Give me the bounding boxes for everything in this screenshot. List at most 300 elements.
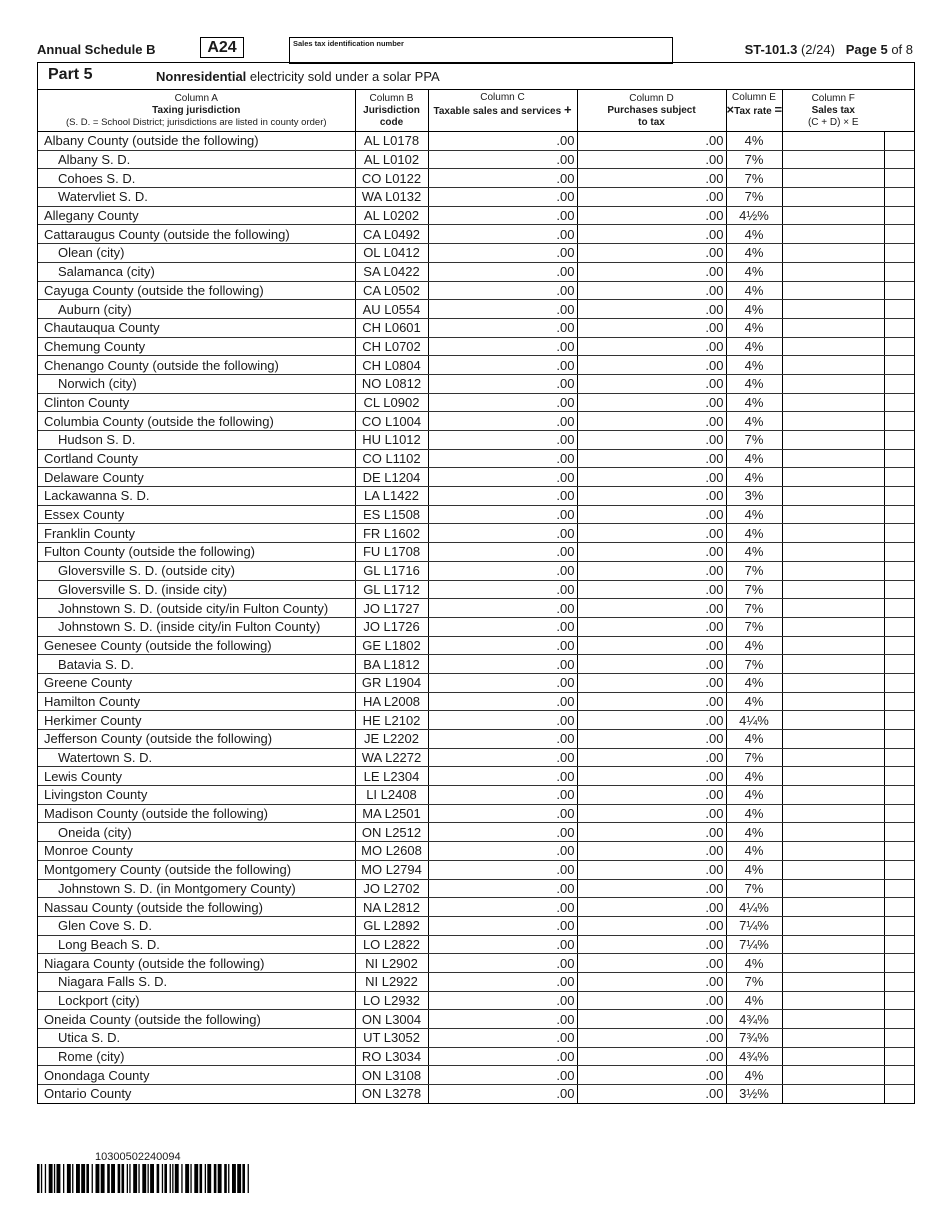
tax-rate: 4% [726, 524, 782, 543]
sales-tax-field[interactable] [782, 206, 884, 225]
taxable-sales-field[interactable]: .00 [428, 188, 577, 207]
barcode-bar [172, 1164, 173, 1193]
taxable-sales-field[interactable]: .00 [428, 524, 577, 543]
sales-tax-field[interactable] [782, 1085, 884, 1103]
barcode-bar [37, 1164, 40, 1193]
table-row [38, 935, 914, 954]
tax-rate: 4% [726, 505, 782, 524]
purchases-field[interactable]: .00 [577, 318, 726, 337]
tax-rate: 4% [726, 337, 782, 356]
barcode-bar [218, 1164, 222, 1193]
taxable-sales-field[interactable]: .00 [428, 617, 577, 636]
table-row [38, 655, 914, 674]
sales-tax-field[interactable] [782, 636, 884, 655]
col-f-title: Sales tax [811, 104, 855, 116]
barcode-bar [185, 1164, 189, 1193]
taxable-sales-field[interactable]: .00 [428, 337, 577, 356]
sales-tax-field[interactable] [782, 860, 884, 879]
sales-tax-cents-field[interactable] [884, 225, 914, 244]
sales-tax-cents-field[interactable] [884, 1010, 914, 1029]
col-f-formula: (C + D) × E [807, 116, 859, 128]
purchases-field[interactable]: .00 [577, 468, 726, 487]
sales-tax-cents-field[interactable] [884, 487, 914, 506]
jurisdiction-name: Batavia S. D. [38, 655, 355, 674]
taxable-sales-field[interactable]: .00 [428, 132, 577, 151]
purchases-field[interactable]: .00 [577, 655, 726, 674]
sales-tax-field[interactable] [782, 991, 884, 1010]
jurisdiction-code: LA L1422 [355, 487, 428, 506]
jurisdiction-name: Madison County (outside the following) [38, 804, 355, 823]
taxable-sales-field[interactable]: .00 [428, 262, 577, 281]
sales-tax-field[interactable] [782, 898, 884, 917]
purchases-field[interactable]: .00 [577, 916, 726, 935]
purchases-field[interactable]: .00 [577, 692, 726, 711]
purchases-field[interactable]: .00 [577, 505, 726, 524]
jurisdiction-code: CH L0601 [355, 318, 428, 337]
table-row [38, 505, 914, 524]
sales-tax-field[interactable] [782, 748, 884, 767]
sales-tax-field[interactable] [782, 935, 884, 954]
purchases-field[interactable]: .00 [577, 150, 726, 169]
table-row [38, 561, 914, 580]
purchases-field[interactable]: .00 [577, 673, 726, 692]
taxable-sales-field[interactable]: .00 [428, 1085, 577, 1103]
tax-rate: 4% [726, 786, 782, 805]
purchases-field[interactable]: .00 [577, 281, 726, 300]
sales-tax-cents-field[interactable] [884, 543, 914, 562]
sales-tax-field[interactable] [782, 1010, 884, 1029]
sales-tax-cents-field[interactable] [884, 505, 914, 524]
purchases-field[interactable]: .00 [577, 599, 726, 618]
sales-tax-field[interactable] [782, 524, 884, 543]
sales-tax-cents-field[interactable] [884, 972, 914, 991]
sales-tax-cents-field[interactable] [884, 804, 914, 823]
sales-tax-field[interactable] [782, 318, 884, 337]
jurisdiction-code: CA L0502 [355, 281, 428, 300]
taxable-sales-field[interactable]: .00 [428, 786, 577, 805]
sales-tax-field[interactable] [782, 767, 884, 786]
taxable-sales-field[interactable]: .00 [428, 449, 577, 468]
purchases-field[interactable]: .00 [577, 786, 726, 805]
schedule-title: Annual Schedule B [37, 42, 156, 57]
sales-tax-field[interactable] [782, 244, 884, 263]
taxable-sales-field[interactable]: .00 [428, 505, 577, 524]
sales-tax-cents-field[interactable] [884, 561, 914, 580]
jurisdiction-name: Ontario County [44, 1086, 132, 1102]
purchases-field[interactable]: .00 [577, 431, 726, 450]
sales-tax-field[interactable] [782, 449, 884, 468]
taxable-sales-field[interactable]: .00 [428, 431, 577, 450]
sales-tax-cents-field[interactable] [884, 617, 914, 636]
sales-tax-cents-field[interactable] [884, 318, 914, 337]
sales-tax-cents-field[interactable] [884, 356, 914, 375]
purchases-field[interactable]: .00 [577, 767, 726, 786]
purchases-field[interactable]: .00 [577, 823, 726, 842]
taxable-sales-field[interactable]: .00 [428, 1066, 577, 1085]
purchases-field[interactable]: .00 [577, 300, 726, 319]
table-row [38, 842, 914, 861]
sales-tax-cents-field[interactable] [884, 991, 914, 1010]
col-a-title: Taxing jurisdiction [152, 104, 241, 116]
sales-tax-field[interactable] [782, 730, 884, 749]
table-row [38, 786, 914, 805]
sales-tax-field[interactable] [782, 169, 884, 188]
taxable-sales-field[interactable]: .00 [428, 1029, 577, 1048]
taxable-sales-field[interactable]: .00 [428, 150, 577, 169]
taxable-sales-field[interactable]: .00 [428, 468, 577, 487]
jurisdiction-name: Clinton County [38, 393, 355, 412]
sales-tax-cents-field[interactable] [884, 281, 914, 300]
taxable-sales-field[interactable]: .00 [428, 580, 577, 599]
sales-tax-field[interactable] [782, 954, 884, 973]
sales-tax-cents-field[interactable] [884, 1085, 914, 1103]
table-header-row [38, 90, 914, 132]
purchases-field[interactable]: .00 [577, 449, 726, 468]
sales-tax-field[interactable] [782, 543, 884, 562]
taxable-sales-field[interactable]: .00 [428, 673, 577, 692]
taxable-sales-field[interactable]: .00 [428, 767, 577, 786]
taxable-sales-field[interactable]: .00 [428, 692, 577, 711]
sales-tax-cents-field[interactable] [884, 244, 914, 263]
col-a-head: Column A [174, 92, 218, 104]
tax-rate: 4% [726, 991, 782, 1010]
sales-tax-cents-field[interactable] [884, 206, 914, 225]
sales-tax-field[interactable] [782, 786, 884, 805]
taxable-sales-field[interactable]: .00 [428, 954, 577, 973]
taxable-sales-field[interactable]: .00 [428, 935, 577, 954]
jurisdiction-name: Johnstown S. D. (outside city/in Fulton County) [38, 599, 355, 618]
table-row [38, 393, 914, 412]
tax-rate: 4% [726, 860, 782, 879]
taxable-sales-field[interactable]: .00 [428, 169, 577, 188]
purchases-field[interactable]: .00 [577, 169, 726, 188]
sales-tax-field[interactable] [782, 132, 884, 151]
jurisdiction-name: Hudson S. D. [38, 431, 355, 450]
sales-tax-cents-field[interactable] [884, 374, 914, 393]
sales-tax-field[interactable] [782, 823, 884, 842]
jurisdiction-code: FU L1708 [355, 543, 428, 562]
sales-tax-cents-field[interactable] [884, 711, 914, 730]
sales-tax-cents-field[interactable] [884, 1029, 914, 1048]
sales-tax-field[interactable] [782, 561, 884, 580]
sales-tax-field[interactable] [782, 1047, 884, 1066]
jurisdiction-code: HE L2102 [355, 711, 428, 730]
tax-rate: 4% [726, 412, 782, 431]
taxable-sales-field[interactable]: .00 [428, 281, 577, 300]
purchases-field[interactable]: .00 [577, 412, 726, 431]
taxable-sales-field[interactable]: .00 [428, 748, 577, 767]
table-row [38, 318, 914, 337]
taxable-sales-field[interactable]: .00 [428, 711, 577, 730]
table-row [38, 730, 914, 749]
sales-tax-cents-field[interactable] [884, 169, 914, 188]
tax-rate: 4% [726, 767, 782, 786]
sales-tax-field[interactable] [782, 468, 884, 487]
taxable-sales-field[interactable]: .00 [428, 1010, 577, 1029]
sales-tax-cents-field[interactable] [884, 655, 914, 674]
jurisdiction-code: AL L0102 [355, 150, 428, 169]
taxable-sales-field[interactable]: .00 [428, 543, 577, 562]
taxable-sales-field[interactable]: .00 [428, 318, 577, 337]
sales-tax-cents-field[interactable] [884, 673, 914, 692]
purchases-field[interactable]: .00 [577, 132, 726, 151]
purchases-field[interactable]: .00 [577, 898, 726, 917]
sales-tax-field[interactable] [782, 916, 884, 935]
sales-tax-field[interactable] [782, 412, 884, 431]
purchases-field[interactable]: .00 [577, 356, 726, 375]
purchases-field[interactable]: .00 [577, 860, 726, 879]
sales-tax-cents-field[interactable] [884, 300, 914, 319]
sales-tax-cents-field[interactable] [884, 898, 914, 917]
table-row [38, 1010, 914, 1029]
tax-rate: 4% [726, 468, 782, 487]
purchases-field[interactable]: .00 [577, 524, 726, 543]
tax-rate: 7% [726, 879, 782, 898]
purchases-field[interactable]: .00 [577, 374, 726, 393]
taxable-sales-field[interactable]: .00 [428, 374, 577, 393]
sales-tax-field[interactable] [782, 655, 884, 674]
sales-tax-cents-field[interactable] [884, 1066, 914, 1085]
sales-tax-field[interactable] [782, 711, 884, 730]
purchases-field[interactable]: .00 [577, 1029, 726, 1048]
purchases-field[interactable]: .00 [577, 1010, 726, 1029]
sales-tax-field[interactable] [782, 1029, 884, 1048]
sales-tax-cents-field[interactable] [884, 150, 914, 169]
taxable-sales-field[interactable]: .00 [428, 916, 577, 935]
sales-tax-field[interactable] [782, 599, 884, 618]
purchases-field[interactable]: .00 [577, 561, 726, 580]
sales-tax-field[interactable] [782, 580, 884, 599]
taxable-sales-field[interactable]: .00 [428, 804, 577, 823]
taxable-sales-field[interactable]: .00 [428, 730, 577, 749]
purchases-field[interactable]: .00 [577, 617, 726, 636]
sales-tax-cents-field[interactable] [884, 393, 914, 412]
purchases-field[interactable]: .00 [577, 580, 726, 599]
sales-tax-cents-field[interactable] [884, 468, 914, 487]
sales-tax-cents-field[interactable] [884, 1047, 914, 1066]
barcode-bar [63, 1164, 64, 1193]
taxable-sales-field[interactable]: .00 [428, 1047, 577, 1066]
purchases-field[interactable]: .00 [577, 935, 726, 954]
sales-tax-cents-field[interactable] [884, 954, 914, 973]
sales-tax-field[interactable] [782, 225, 884, 244]
sales-tax-field[interactable] [782, 804, 884, 823]
sales-tax-cents-field[interactable] [884, 412, 914, 431]
purchases-field[interactable]: .00 [577, 711, 726, 730]
tax-rate: 7% [726, 431, 782, 450]
sales-tax-cents-field[interactable] [884, 132, 914, 151]
sales-tax-cents-field[interactable] [884, 337, 914, 356]
sales-tax-cents-field[interactable] [884, 879, 914, 898]
sales-tax-field[interactable] [782, 842, 884, 861]
sales-tax-field[interactable] [782, 337, 884, 356]
tax-rate: 4% [726, 636, 782, 655]
purchases-field[interactable]: .00 [577, 1085, 726, 1103]
sales-tax-cents-field[interactable] [884, 580, 914, 599]
sales-tax-id-field[interactable] [289, 37, 673, 64]
sales-tax-field[interactable] [782, 673, 884, 692]
sales-tax-field[interactable] [782, 300, 884, 319]
table-row [38, 580, 914, 599]
sales-tax-field[interactable] [782, 505, 884, 524]
plus-icon: + [563, 101, 572, 117]
tax-rate: 7% [726, 169, 782, 188]
purchases-field[interactable]: .00 [577, 842, 726, 861]
taxable-sales-field[interactable]: .00 [428, 655, 577, 674]
sales-tax-cents-field[interactable] [884, 188, 914, 207]
sales-tax-cents-field[interactable] [884, 916, 914, 935]
taxable-sales-field[interactable]: .00 [428, 898, 577, 917]
jurisdiction-code: ON L3278 [355, 1085, 428, 1103]
purchases-field[interactable]: .00 [577, 262, 726, 281]
purchases-field[interactable]: .00 [577, 244, 726, 263]
sales-tax-cents-field[interactable] [884, 823, 914, 842]
taxable-sales-field[interactable]: .00 [428, 879, 577, 898]
sales-tax-field[interactable] [782, 1066, 884, 1085]
sales-tax-field[interactable] [782, 150, 884, 169]
barcode-bar [248, 1164, 249, 1193]
taxable-sales-field[interactable]: .00 [428, 487, 577, 506]
jurisdiction-code: CH L0702 [355, 337, 428, 356]
taxable-sales-field[interactable]: .00 [428, 244, 577, 263]
taxable-sales-field[interactable]: .00 [428, 636, 577, 655]
sales-tax-field[interactable] [782, 692, 884, 711]
table-row [38, 169, 914, 188]
sales-tax-cents-field[interactable] [884, 449, 914, 468]
sales-tax-cents-field[interactable] [884, 636, 914, 655]
sales-tax-cents-field[interactable] [884, 692, 914, 711]
sales-tax-field[interactable] [782, 374, 884, 393]
sales-tax-field[interactable] [782, 487, 884, 506]
sales-tax-cents-field[interactable] [884, 767, 914, 786]
jurisdiction-name: Johnstown S. D. (inside city/in Fulton County) [38, 617, 355, 636]
sales-tax-field[interactable] [782, 393, 884, 412]
purchases-field[interactable]: .00 [577, 1066, 726, 1085]
barcode-bar [157, 1164, 160, 1193]
taxable-sales-field[interactable]: .00 [428, 412, 577, 431]
purchases-field[interactable]: .00 [577, 337, 726, 356]
taxable-sales-field[interactable]: .00 [428, 393, 577, 412]
tax-rate: 4% [726, 823, 782, 842]
tax-rate: 4¼% [726, 711, 782, 730]
taxable-sales-field[interactable]: .00 [428, 225, 577, 244]
tax-rate: 7% [726, 617, 782, 636]
taxable-sales-field[interactable]: .00 [428, 991, 577, 1010]
taxable-sales-field[interactable]: .00 [428, 300, 577, 319]
taxable-sales-field[interactable]: .00 [428, 599, 577, 618]
purchases-field[interactable]: .00 [577, 225, 726, 244]
table-row [38, 431, 914, 450]
sales-tax-cents-field[interactable] [884, 786, 914, 805]
part-5-form [37, 62, 915, 1104]
table-row [38, 636, 914, 655]
sales-tax-cents-field[interactable] [884, 599, 914, 618]
sales-tax-field[interactable] [782, 188, 884, 207]
jurisdiction-code: NO L0812 [355, 374, 428, 393]
jurisdiction-code: CH L0804 [355, 356, 428, 375]
jurisdiction-name: Watertown S. D. [38, 748, 355, 767]
barcode-bar [72, 1164, 73, 1193]
sales-tax-cents-field[interactable] [884, 842, 914, 861]
purchases-field[interactable]: .00 [577, 636, 726, 655]
purchases-field[interactable]: .00 [577, 954, 726, 973]
barcode-bar [107, 1164, 110, 1193]
tax-rate: 7% [726, 561, 782, 580]
sales-tax-cents-field[interactable] [884, 935, 914, 954]
tax-rate: 4% [726, 842, 782, 861]
jurisdiction-code: NI L2902 [355, 954, 428, 973]
purchases-field[interactable]: .00 [577, 972, 726, 991]
barcode-bar [45, 1164, 46, 1193]
taxable-sales-field[interactable]: .00 [428, 561, 577, 580]
tax-rate: 4¼% [726, 898, 782, 917]
barcode-bar [54, 1164, 55, 1193]
taxable-sales-field[interactable]: .00 [428, 842, 577, 861]
taxable-sales-field[interactable]: .00 [428, 823, 577, 842]
col-d-title1: Purchases subject [607, 104, 696, 116]
purchases-field[interactable]: .00 [577, 1047, 726, 1066]
taxable-sales-field[interactable]: .00 [428, 206, 577, 225]
jurisdiction-name: Glen Cove S. D. [38, 916, 355, 935]
sales-tax-field[interactable] [782, 431, 884, 450]
jurisdiction-name: Cortland County [38, 449, 355, 468]
tax-rate: 4% [726, 244, 782, 263]
barcode-bar [181, 1164, 182, 1193]
table-row [38, 337, 914, 356]
jurisdiction-name: Hamilton County [38, 692, 355, 711]
purchases-field[interactable]: .00 [577, 804, 726, 823]
sales-tax-cents-field[interactable] [884, 431, 914, 450]
purchases-field[interactable]: .00 [577, 543, 726, 562]
sales-tax-cents-field[interactable] [884, 860, 914, 879]
barcode-bar [122, 1164, 125, 1193]
purchases-field[interactable]: .00 [577, 206, 726, 225]
sales-tax-field[interactable] [782, 617, 884, 636]
tax-rate: 4% [726, 1066, 782, 1085]
jurisdiction-name: Nassau County (outside the following) [38, 898, 355, 917]
col-c-header [428, 90, 577, 132]
jurisdiction-code: JO L1726 [355, 617, 428, 636]
sales-tax-cents-field[interactable] [884, 730, 914, 749]
jurisdiction-name: Auburn (city) [38, 300, 355, 319]
tax-rate: 7¾% [726, 1029, 782, 1048]
sales-tax-field[interactable] [782, 356, 884, 375]
jurisdiction-name: Delaware County [38, 468, 355, 487]
sales-tax-cents-field[interactable] [884, 262, 914, 281]
purchases-field[interactable]: .00 [577, 487, 726, 506]
taxable-sales-field[interactable]: .00 [428, 356, 577, 375]
sales-tax-cents-field[interactable] [884, 524, 914, 543]
sales-tax-field[interactable] [782, 879, 884, 898]
table-row [38, 916, 914, 935]
sales-tax-cents-field[interactable] [884, 748, 914, 767]
sales-tax-field[interactable] [782, 281, 884, 300]
sales-tax-field[interactable] [782, 262, 884, 281]
purchases-field[interactable]: .00 [577, 879, 726, 898]
taxable-sales-field[interactable]: .00 [428, 860, 577, 879]
tax-rate: 7% [726, 150, 782, 169]
purchases-field[interactable]: .00 [577, 188, 726, 207]
tax-rate: 4% [726, 318, 782, 337]
sales-tax-field[interactable] [782, 972, 884, 991]
multiply-icon: × [726, 101, 735, 117]
purchases-field[interactable]: .00 [577, 393, 726, 412]
taxable-sales-field[interactable]: .00 [428, 972, 577, 991]
purchases-field[interactable]: .00 [577, 991, 726, 1010]
purchases-field[interactable]: .00 [577, 730, 726, 749]
purchases-field[interactable]: .00 [577, 748, 726, 767]
col-c-head: Column C [480, 91, 525, 103]
